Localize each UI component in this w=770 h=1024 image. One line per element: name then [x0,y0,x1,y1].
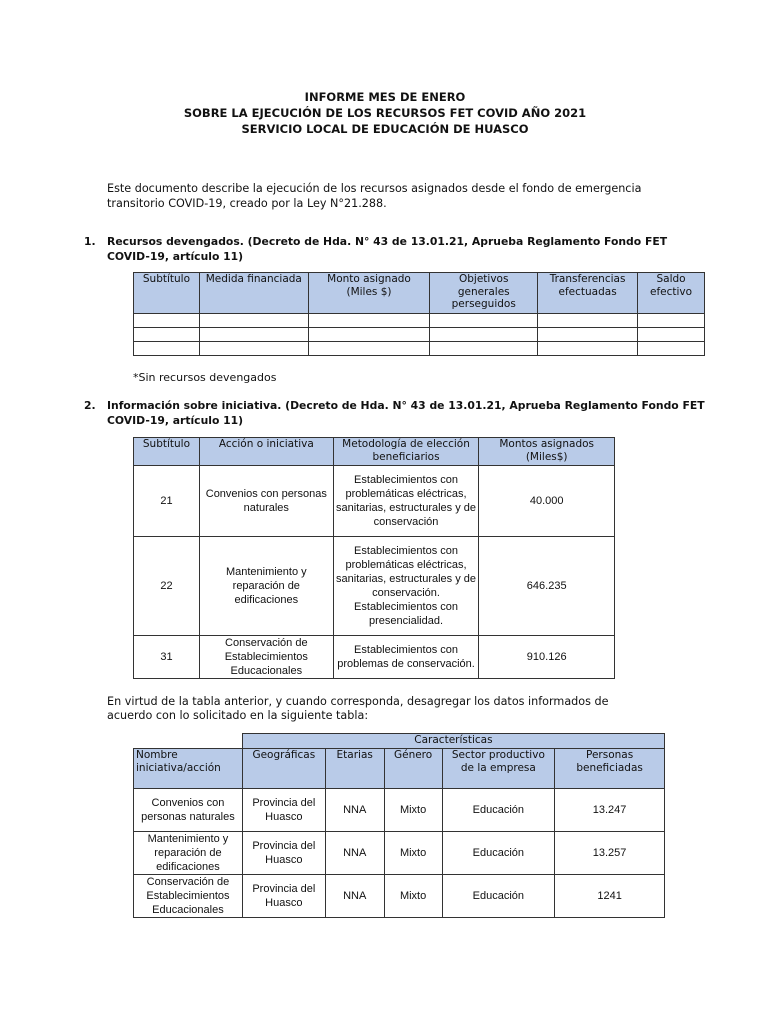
etarias-cell: NNA [325,875,384,918]
table-cell [538,342,638,356]
sector-cell: Educación [442,789,555,832]
genero-cell: Mixto [384,832,442,875]
table1-header-transferencias: Transferencias efectuadas [538,273,638,314]
table2-header-accion: Acción o iniciativa [199,438,333,466]
table-cell [538,328,638,342]
document-title-line-1: INFORME MES DE ENERO [304,90,466,104]
table-row [134,832,665,875]
accion-cell: Conservación de Establecimientos Educacionales [199,636,333,679]
table-cell [430,342,538,356]
document-title-line-2: SOBRE LA EJECUCIÓN DE LOS RECURSOS FET COVID AÑO 2021 [183,106,587,120]
table1-header-monto: Monto asignado (Miles $) [308,273,430,314]
monto-cell: 646.235 [479,537,615,636]
section-1-heading-line-2: COVID-19, artículo 11) [107,250,244,263]
table-cell [638,342,705,356]
table3-header-nombre: Nombre iniciativa/acción [134,749,243,789]
table-cell [199,314,308,328]
accion-cell: Convenios con personas naturales [199,466,333,537]
caracteristicas-header: Características [242,734,664,749]
metodologia-cell: Establecimientos con problemáticas eléctricas, sanitarias, estructurales y de conservación. Establecimientos con presencialidad. [333,537,479,636]
table-cell [430,328,538,342]
genero-cell: Mixto [384,789,442,832]
subtitulo-cell: 22 [134,537,200,636]
table-cell [538,314,638,328]
table-row [134,314,705,328]
recursos-devengados-table [133,272,705,356]
table-cell [638,314,705,328]
table2-header-subtitulo: Subtítulo [134,438,200,466]
section-1-number: 1. [84,235,96,248]
table-cell [308,314,430,328]
empty-corner [134,734,243,749]
table2-header-metodologia: Metodología de elección beneficiarios [333,438,479,466]
nombre-cell: Mantenimiento y reparación de edificaciones [134,832,243,875]
genero-cell: Mixto [384,875,442,918]
table3-header-sector: Sector productivo de la empresa [442,749,555,789]
intro-line-1: Este documento describe la ejecución de los recursos asignados desde el fondo de emergencia [107,182,642,195]
personas-cell: 13.247 [555,789,665,832]
table3-header-genero: Género [384,749,442,789]
etarias-cell: NNA [325,832,384,875]
table3-header-etarias: Etarias [325,749,384,789]
table1-header-medida: Medida financiada [199,273,308,314]
section-2-number: 2. [84,399,96,412]
etarias-cell: NNA [325,789,384,832]
table-row [134,328,705,342]
table1-header-subtitulo: Subtítulo [134,273,200,314]
table-cell [199,328,308,342]
table-cell [199,342,308,356]
monto-cell: 910.126 [479,636,615,679]
personas-cell: 1241 [555,875,665,918]
table-cell [308,328,430,342]
sector-cell: Educación [442,832,555,875]
table1-header-saldo: Saldo efectivo [638,273,705,314]
section-1-heading-line-1: Recursos devengados. (Decreto de Hda. N° 43 de 13.01.21, Aprueba Reglamento Fondo FET [107,235,668,248]
table-cell [430,314,538,328]
table-row [134,537,615,636]
nombre-cell: Conservación de Establecimientos Educacionales [134,875,243,918]
geograficas-cell: Provincia del Huasco [242,789,325,832]
subtitulo-cell: 31 [134,636,200,679]
table-row [134,466,615,537]
table-cell [134,342,200,356]
table-row [134,342,705,356]
sector-cell: Educación [442,875,555,918]
desagregar-line-1: En virtud de la tabla anterior, y cuando corresponda, desagregar los datos informados de [107,695,609,708]
sin-recursos-note: *Sin recursos devengados [133,371,277,384]
iniciativas-table [133,437,615,679]
caracteristicas-table [133,733,665,918]
subtitulo-cell: 21 [134,466,200,537]
accion-cell: Mantenimiento y reparación de edificaciones [199,537,333,636]
nombre-cell: Convenios con personas naturales [134,789,243,832]
table-row [134,636,615,679]
table-row [134,789,665,832]
table-cell [308,342,430,356]
metodologia-cell: Establecimientos con problemáticas eléctricas, sanitarias, estructurales y de conservación [333,466,479,537]
section-2-heading-line-2: COVID-19, artículo 11) [107,414,244,427]
desagregar-line-2: acuerdo con lo solicitado en la siguiente tabla: [107,709,369,722]
document-title-line-3: SERVICIO LOCAL DE EDUCACIÓN DE HUASCO [241,122,529,136]
table1-header-objetivos: Objetivos generales perseguidos [430,273,538,314]
table3-header-personas: Personas beneficiadas [555,749,665,789]
intro-line-2: transitorio COVID-19, creado por la Ley N°21.288. [107,197,387,210]
metodologia-cell: Establecimientos con problemas de conservación. [333,636,479,679]
table3-header-geograficas: Geográficas [242,749,325,789]
table-cell [638,328,705,342]
table-cell [134,328,200,342]
table2-header-montos: Montos asignados (Miles$) [479,438,615,466]
geograficas-cell: Provincia del Huasco [242,875,325,918]
section-2-heading-line-1: Información sobre iniciativa. (Decreto de Hda. N° 43 de 13.01.21, Aprueba Reglamento Fondo FET [107,399,705,412]
geograficas-cell: Provincia del Huasco [242,832,325,875]
table-cell [134,314,200,328]
personas-cell: 13.257 [555,832,665,875]
monto-cell: 40.000 [479,466,615,537]
table-row [134,875,665,918]
